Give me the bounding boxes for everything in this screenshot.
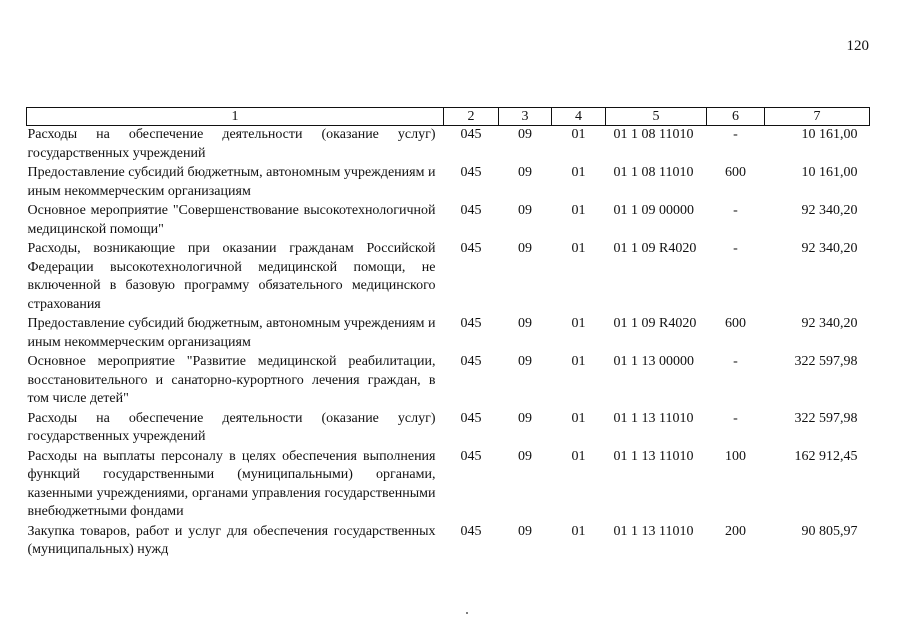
row-section-code: 09 [518,410,532,426]
row-subsection-code: 01 [571,410,586,426]
row-subsection-code: 01 [571,127,586,142]
row-section-code: 09 [518,316,532,331]
row-expense-type: - [733,127,738,142]
table-row [27,126,870,165]
row-section-code: 09 [518,203,532,218]
row-amount: 92 340,20 [801,203,858,218]
row-target-article: 01 1 09 R4020 [613,316,697,331]
row-ministry-code: 045 [460,127,482,142]
row-section-code: 09 [518,354,532,369]
table-header-row [27,108,870,126]
row-section-code: 09 [518,127,532,142]
row-name: Основное мероприятие "Совершенствование высокотехнологичной медицинской помощи" [27,203,436,237]
row-subsection-code: 01 [571,203,586,218]
row-section-code: 09 [518,165,532,180]
scan-speck [466,612,468,614]
row-subsection-code: 01 [571,241,586,256]
row-expense-type: 100 [725,448,746,464]
table-row [27,315,870,353]
column-header-2: 2 [444,108,499,126]
row-amount: 162 912,45 [794,448,858,464]
row-expense-type: - [733,203,738,218]
row-subsection-code: 01 [571,316,586,331]
row-section-code: 09 [518,448,532,464]
row-ministry-code: 045 [460,410,482,426]
row-ministry-code: 045 [460,448,482,464]
page-number: 120 [846,38,869,54]
row-name: Предоставление субсидий бюджетным, автономным учреждениям и иным некоммерческим организациям [27,165,436,199]
row-expense-type: - [733,241,738,256]
column-header-7: 7 [765,108,870,126]
row-target-article: 01 1 09 R4020 [613,241,697,256]
row-expense-type: 600 [725,316,746,331]
row-name: Предоставление субсидий бюджетным, автономным учреждениям и иным некоммерческим организациям [27,316,436,350]
row-amount: 322 597,98 [794,410,858,426]
row-amount: 322 597,98 [794,354,858,369]
table-row [27,240,870,315]
table-row [27,523,870,561]
row-target-article: 01 1 13 11010 [613,448,694,464]
row-ministry-code: 045 [460,523,482,539]
column-header-1: 1 [27,108,444,126]
budget-table [26,107,870,561]
row-expense-type: - [733,410,738,426]
row-expense-type: 200 [725,523,746,539]
row-ministry-code: 045 [460,316,482,331]
row-subsection-code: 01 [571,523,586,539]
row-ministry-code: 045 [460,203,482,218]
row-ministry-code: 045 [460,165,482,180]
row-section-code: 09 [518,241,532,256]
table-row [27,410,870,448]
row-target-article: 01 1 13 11010 [613,410,694,426]
row-expense-type: 600 [725,165,746,180]
row-target-article: 01 1 08 11010 [613,127,694,142]
row-name: Расходы на выплаты персоналу в целях обеспечения выполнения функций государственными (муниципальными) органами, казенными учреждениями, органами управления государственными внебюджетными фондами [27,448,436,519]
table-row [27,448,870,523]
row-amount: 92 340,20 [801,316,858,331]
column-header-5: 5 [606,108,707,126]
row-target-article: 01 1 13 11010 [613,523,694,539]
table-row [27,164,870,202]
row-section-code: 09 [518,523,532,539]
row-subsection-code: 01 [571,448,586,464]
row-amount: 10 161,00 [801,127,858,142]
table-row [27,202,870,240]
row-subsection-code: 01 [571,354,586,369]
row-name: Расходы на обеспечение деятельности (оказание услуг) государственных учреждений [27,127,436,161]
row-ministry-code: 045 [460,241,482,256]
row-target-article: 01 1 08 11010 [613,165,694,180]
row-amount: 90 805,97 [801,523,858,539]
row-ministry-code: 045 [460,354,482,369]
row-target-article: 01 1 09 00000 [613,203,694,218]
row-name: Расходы, возникающие при оказании гражданам Российской Федерации высокотехнологичной медицинской помощи, не включенной в базовую программу обязательного медицинского страхования [27,241,436,312]
row-subsection-code: 01 [571,165,586,180]
row-amount: 10 161,00 [801,165,858,180]
row-name: Закупка товаров, работ и услуг для обеспечения государственных (муниципальных) нужд [27,523,436,557]
table-row [27,353,870,410]
column-header-3: 3 [499,108,552,126]
row-name: Основное мероприятие "Развитие медицинской реабилитации, восстановительного и санаторно-курортного лечения граждан, в том числе детей" [27,354,436,406]
column-header-4: 4 [552,108,606,126]
row-name: Расходы на обеспечение деятельности (оказание услуг) государственных учреждений [27,410,436,444]
row-amount: 92 340,20 [801,241,858,256]
row-target-article: 01 1 13 00000 [613,354,694,369]
row-expense-type: - [733,354,738,369]
column-header-6: 6 [707,108,765,126]
